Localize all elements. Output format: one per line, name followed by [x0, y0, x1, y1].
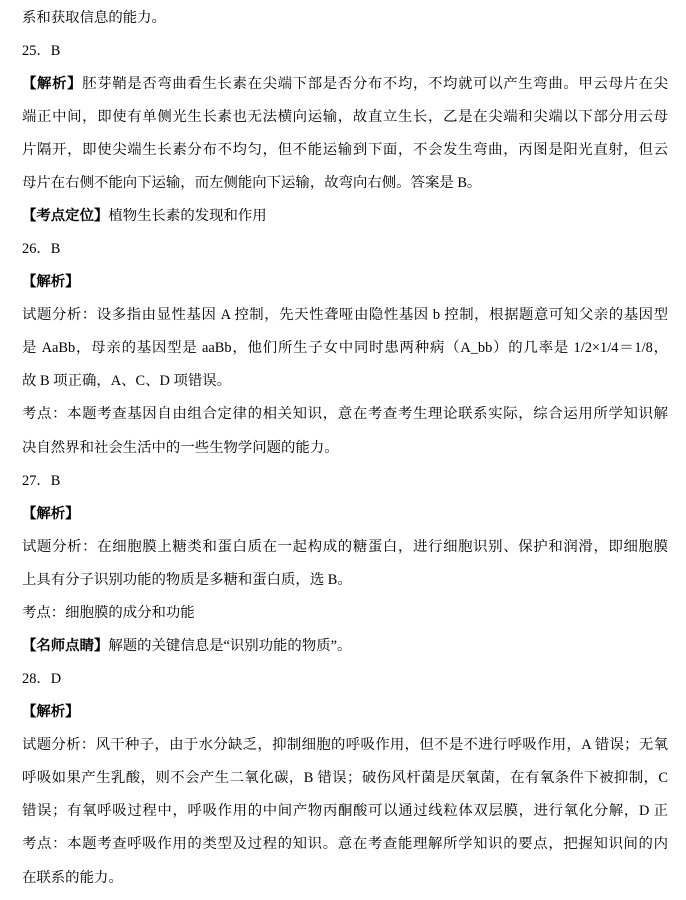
- question-27: [0, 465, 686, 663]
- text-line: 故 B 项正确，A、C、D 项错误。: [22, 373, 232, 390]
- text-line: 在联系的能力。: [22, 869, 123, 886]
- text-line: 考点：本题考查呼吸作用的类型及过程的知识。意在考查能理解所学知识的要点，把握知识间的内: [22, 836, 668, 853]
- question-26: [0, 233, 686, 465]
- text-line: 考点：细胞膜的成分和功能: [22, 604, 195, 621]
- teacher-tip-text: 解题的关键信息是“识别功能的物质”。: [108, 637, 352, 654]
- analysis-label: 【解析】: [22, 274, 80, 291]
- text-line: 母片在右侧不能向下运输，而左侧能向下运输，故弯向右侧。答案是 B。: [22, 174, 482, 191]
- teacher-tip-line: [22, 630, 668, 663]
- analysis-heading: [22, 696, 668, 729]
- analysis-label: 【解析】: [22, 704, 80, 721]
- analysis-heading: [22, 498, 668, 531]
- key-point-line: [22, 200, 668, 233]
- analysis-label: 【解析】: [22, 75, 83, 92]
- text-line: 呼吸如果产生乳酸，则不会产生二氧化碳，B 错误；破伤风杆菌是厌氧菌，在有氧条件下被抑制，C: [22, 770, 668, 787]
- question-28: [0, 663, 686, 895]
- text-line: 试题分析：设多指由显性基因 A 控制，先天性聋哑由隐性基因 b 控制，根据题意可知父亲的基因型: [22, 307, 668, 324]
- answer-heading: 28．D: [22, 671, 62, 688]
- teacher-tip-label: 【名师点睛】: [22, 637, 109, 654]
- key-point-text: 植物生长素的发现和作用: [108, 207, 267, 224]
- question-25: [0, 35, 686, 233]
- analysis-text: 胚芽鞘是否弯曲看生长素在尖端下部是否分布不均，不均就可以产生弯曲。甲云母片在尖: [82, 75, 668, 92]
- text-line: 上具有分子识别功能的物质是多糖和蛋白质，选 B。: [22, 571, 352, 588]
- analysis-heading: [22, 266, 668, 299]
- text-line: 考点：本题考查基因自由组合定律的相关知识，意在考查考生理论联系实际，综合运用所学知识解: [22, 406, 668, 423]
- analysis-line: [22, 68, 668, 101]
- continuation-line: 系和获取信息的能力。: [22, 9, 166, 26]
- analysis-label: 【解析】: [22, 505, 80, 522]
- text-line: 错误；有氧呼吸过程中，呼吸作用的中间产物丙酮酸可以通过线粒体双层膜，进行氧化分解，D 正: [22, 803, 668, 820]
- text-line: 试题分析：风干种子，由于水分缺乏，抑制细胞的呼吸作用，但不是不进行呼吸作用，A 错误；无氧: [22, 737, 668, 754]
- answer-heading: 25．B: [22, 42, 61, 59]
- text-line: 端正中间，即使有单侧光生长素也无法横向运输，故直立生长，乙是在尖端和尖端以下部分用云母: [22, 108, 668, 125]
- text-line: 片隔开，即使尖端生长素分布不均匀，但不能运输到下面，不会发生弯曲，丙图是阳光直射，但云: [22, 141, 668, 158]
- text-line: 是 AaBb，母亲的基因型是 aaBb，他们所生子女中同时患两种病（A_bb）的几率是 1/2×1/4＝1/8，: [22, 340, 668, 357]
- answer-heading: 26．B: [22, 241, 61, 258]
- text-line: 决自然界和社会生活中的一些生物学问题的能力。: [22, 439, 339, 456]
- text-line: 试题分析：在细胞膜上糖类和蛋白质在一起构成的糖蛋白，进行细胞识别、保护和润滑，即细胞膜: [22, 538, 668, 555]
- key-point-label: 【考点定位】: [22, 207, 109, 224]
- answer-heading: 27．B: [22, 472, 61, 489]
